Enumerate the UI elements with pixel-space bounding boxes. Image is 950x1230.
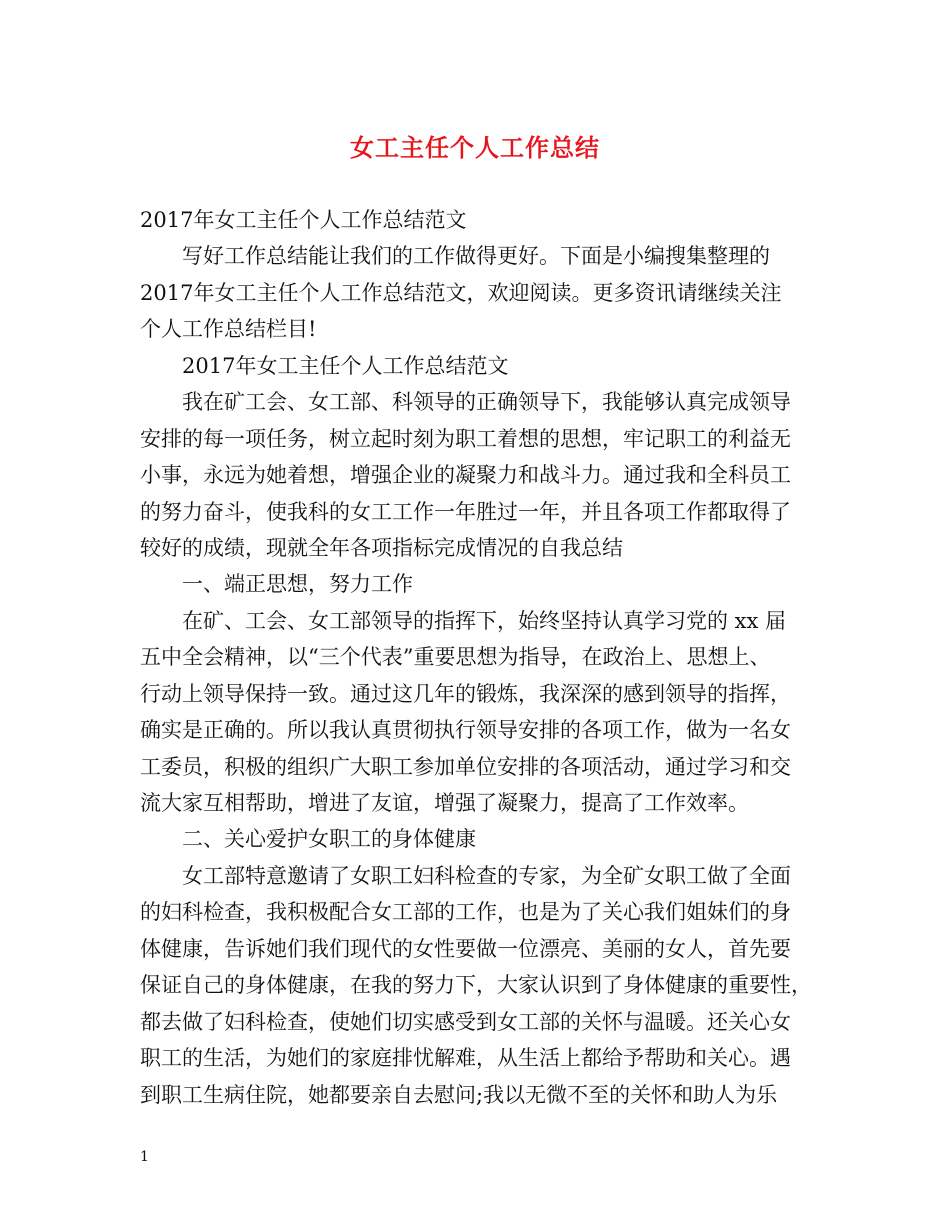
- text-line: 的妇科检查，我积极配合女工部的工作，也是为了关心我们姐妹们的身: [140, 900, 791, 925]
- text-line: 保证自己的身体健康，在我的努力下，大家认识到了身体健康的重要性，: [140, 973, 812, 998]
- text-line: 女工部特意邀请了女职工妇科检查的专家，为全矿女职工做了全面: [182, 863, 791, 888]
- text-line: 较好的成绩，现就全年各项指标完成情况的自我总结: [140, 535, 623, 560]
- text-line: 流大家互相帮助，增进了友谊，增强了凝聚力，提高了工作效率。: [140, 791, 749, 815]
- text-line: 一、端正思想，努力工作: [182, 572, 413, 597]
- text-line: 行动上领导保持一致。通过这几年的锻炼，我深深的感到领导的指挥，: [140, 681, 791, 706]
- text-line: 二、关心爱护女职工的身体健康: [182, 827, 476, 852]
- text-line: 的努力奋斗，使我科的女工工作一年胜过一年，并且各项工作都取得了: [140, 499, 791, 524]
- text-line: 2017年女工主任个人工作总结范文: [140, 208, 467, 232]
- text-line: 职工的生活，为她们的家庭排忧解难，从生活上都给予帮助和关心。遇: [140, 1046, 791, 1071]
- document-title: 女工主任个人工作总结: [350, 133, 600, 162]
- text-line: 在矿、工会、女工部领导的指挥下，始终坚持认真学习党的 xx 届: [182, 608, 787, 633]
- text-line: 确实是正确的。所以我认真贯彻执行领导安排的各项工作，做为一名女: [140, 718, 791, 743]
- text-line: 都去做了妇科检查，使她们切实感受到女工部的关怀与温暖。还关心女: [140, 1009, 791, 1034]
- text-line: 五中全会精神，以“三个代表”重要思想为指导，在政治上、思想上、: [140, 645, 771, 670]
- text-line: 安排的每一项任务，树立起时刻为职工着想的思想，牢记职工的利益无: [140, 426, 791, 451]
- text-line: 体健康，告诉她们我们现代的女性要做一位漂亮、美丽的女人，首先要: [140, 936, 791, 961]
- text-line: 到职工生病住院，她都要亲自去慰问;我以无微不至的关怀和助人为乐: [140, 1082, 778, 1107]
- text-line: 工委员，积极的组织广大职工参加单位安排的各项活动，通过学习和交: [140, 754, 791, 779]
- document-body: [140, 202, 820, 1113]
- text-line: 个人工作总结栏目!: [140, 317, 317, 342]
- text-line: 2017年女工主任个人工作总结范文，欢迎阅读。更多资讯请继续关注: [140, 280, 782, 305]
- text-line: 2017年女工主任个人工作总结范文: [182, 353, 509, 378]
- text-line: 写好工作总结能让我们的工作做得更好。下面是小编搜集整理的: [182, 244, 770, 269]
- text-line: 我在矿工会、女工部、科领导的正确领导下，我能够认真完成领导: [182, 390, 791, 415]
- page-number: 1: [140, 1149, 149, 1165]
- text-line: 小事，永远为她着想，增强企业的凝聚力和战斗力。通过我和全科员工: [140, 463, 791, 488]
